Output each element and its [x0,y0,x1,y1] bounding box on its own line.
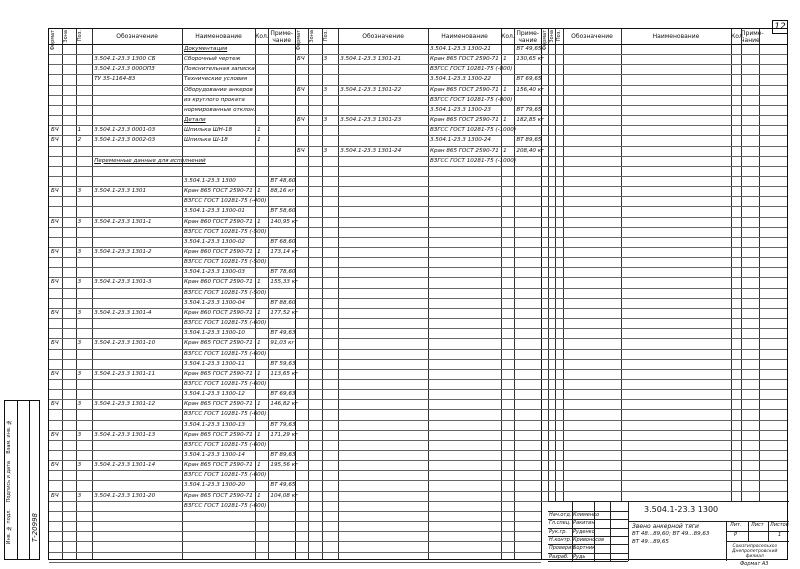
cell-n: Кран 865 ГОСТ 2590-71 [429,86,499,93]
stamp-stage-header: Лит. [730,522,742,528]
side-inv-label: Инв. № подл. [6,509,12,545]
cell-p: 3 [77,492,82,499]
cell-f: БЧ [51,249,59,255]
stamp-role-name: Руденко [573,528,595,535]
cell-p: 3 [77,279,82,286]
cell-r: 88,16 кг [270,188,295,195]
cell-p: 3 [77,370,82,377]
col-header-qty: Кол. [255,33,269,40]
cell-p: 3 [77,431,82,438]
cell-n: Кран 865 ГОСТ 2590-71 [183,401,253,408]
spec-table-mid [295,29,545,559]
cell-r: ВТ 89,63 [270,452,296,458]
cell-n: 3.504.1-23.3 1300-23 [429,106,491,113]
cell-n: Кран 865 ГОСТ 2590-71 [183,188,253,195]
cell-n: ВЗГСС ГОСТ 10281-75 (-800) [429,66,513,73]
cell-n: Кран 865 ГОСТ 2590-71 [183,340,253,347]
cell-n: 3.504.1-23.3 1300-03 [183,269,245,276]
cell-f: БЧ [51,137,59,144]
cell-r: 155,33 кг [270,279,299,286]
cell-d: 3.504.1-23.3 1301-20 [94,492,156,499]
stamp-org: Союзгипросельхоз Днепропетровский филиал [732,544,778,559]
cell-q: 1 [257,370,261,377]
cell-n: Кран 860 ГОСТ 2590-71 [183,279,253,286]
cell-n: ВЗГСС ГОСТ 10281-75 (-500) [183,259,267,266]
cell-f: БЧ [51,188,59,195]
cell-r: 140,95 кг [270,218,299,225]
cell-f: БЧ [51,218,59,225]
cell-d: 3.504.1-23.3 1301-10 [94,340,156,347]
cell-r: ВТ 89,65 [516,137,542,144]
cell-n: Шпилька ШН-18 [183,127,233,134]
col-header-qty: Кол. [731,33,745,40]
cell-d: 3.504.1-23.3 1301-22 [340,86,402,93]
cell-p: 3 [323,56,328,63]
col-header-name: Наименование [652,33,700,40]
col-header-designation: Обозначение [362,33,404,40]
stamp-role: Н.контр. [549,536,572,543]
cell-r: 195,56 кг [270,462,299,469]
cell-n: Кран 860 ГОСТ 2590-71 [183,218,253,225]
cell-n: ВЗГСС ГОСТ 10281-75 (-500) [183,228,267,235]
cell-q: 1 [257,249,261,255]
cell-d: 3.504.1-23.3 1301-13 [94,431,156,438]
cell-n: ВЗГСС ГОСТ 10281-75 (-600) [183,350,267,357]
cell-r: ВТ 69,63 [270,391,296,398]
cell-r: ВТ 68,60 [270,238,296,245]
cell-r: ВТ 88,60 [270,299,296,306]
stamp-role: Нач.отд. [549,512,572,518]
cell-n: Кран 860 ГОСТ 2590-71 [183,249,253,255]
cell-p: 2 [77,137,82,144]
cell-f: БЧ [51,127,59,134]
cell-q: 1 [503,56,507,63]
col-header-format: Формат [50,30,56,51]
cell-q: 1 [257,218,261,225]
cell-n: Кран 865 ГОСТ 2590-71 [429,56,499,63]
cell-n: ВЗГСС ГОСТ 10281-75 (-600) [183,380,267,387]
cell-n: ВЗГСС ГОСТ 10281-75 (-1000) [429,127,517,134]
cell-f: БЧ [51,309,59,316]
side-sign-label: Подпись и дата [6,461,12,503]
stamp-sheet-header: Лист [751,522,764,528]
cell-n: из круглого проката [183,96,245,103]
cell-d: ТУ 35-1164-83 [94,76,136,83]
cell-r: 171,29 кг [270,431,299,438]
cell-p: 3 [77,309,82,316]
col-header-zone: Зона [549,30,555,43]
col-header-format: Формат [296,30,302,51]
cell-n: 3.504.1-23.3 1300-01 [183,208,245,215]
cell-r: 173,14 кг [270,249,299,255]
col-header-note: Приме-чание [516,30,539,44]
stamp-role-name: Бортник [573,545,596,552]
stamp-role-name: Клименко [573,512,600,518]
cell-n: 3.504.1-23.3 1300-13 [183,421,245,428]
spec-table-left [49,29,299,559]
cell-p: 3 [323,147,328,154]
stamp-role-name: Рудь [573,553,586,560]
cell-r: ВТ 49,63 [270,330,296,337]
cell-n: нормированные отклон. [183,106,256,113]
cell-n: Детали [183,117,206,124]
cell-n: 3.504.1-23.3 1300-02 [183,238,245,245]
cell-f: БЧ [297,147,305,154]
side-number: Т-20998 [31,513,39,543]
col-header-name: Наименование [195,33,242,40]
cell-n: Шпилька Ш-18 [183,137,228,144]
cell-q: 1 [503,86,507,93]
cell-r: ВТ 49,65 [516,46,542,52]
cell-r: ВТ 48,60 [270,177,296,184]
cell-n: Документация [183,46,228,52]
cell-n: Кран 865 ГОСТ 2590-71 [183,370,253,377]
col-header-format: Формат [542,30,548,51]
col-header-designation: Обозначение [116,33,158,40]
cell-n: 3.504.1-23.3 1300-11 [183,360,245,367]
cell-n: ВЗГСС ГОСТ 10281-75 (-600) [183,320,267,327]
cell-r: ВТ 59,63 [270,360,296,367]
cell-d: 3.504.1-23.3 1301-12 [94,401,156,408]
col-header-name: Наименование [441,33,488,40]
stamp-title-3: ВТ 49...89,65 [632,539,669,545]
col-header-pos: Поз. [322,30,329,42]
col-header-note: Приме-чание [270,30,293,44]
cell-q: 1 [257,462,261,469]
cell-r: 113,65 кг [270,370,299,377]
cell-f: БЧ [51,462,59,469]
cell-n: 3.504.1-23.3 1300-20 [183,482,245,489]
cell-n: 3.504.1-23.3 1300-24 [429,137,491,144]
cell-p: 3 [77,188,82,195]
col-header-qty: Кол. [501,33,515,40]
cell-r: ВТ 69,65 [516,76,542,83]
specification-sheet [48,28,788,560]
cell-p: 3 [77,249,82,255]
stamp-role-name: Ракитин [573,520,595,527]
stamp-sheet: 1 [778,532,782,538]
cell-n: Технические условия [183,76,248,83]
cell-r: 130,65 кг [516,56,545,63]
cell-r: 182,85 кг [516,117,545,124]
col-header-zone: Зона [63,30,70,43]
cell-r: ВТ 78,60 [270,269,296,276]
cell-n: 3.504.1-23.3 1300-12 [183,391,245,398]
cell-r: 146,82 кг [270,401,299,408]
col-header-pos: Поз. [556,30,562,42]
cell-r: 104,08 кг [270,492,299,499]
stamp-stage: Р [734,532,738,538]
cell-n: 3.504.1-23.3 1300-22 [429,76,491,83]
stamp-title-2: ВТ 48...89,60; ВТ 49...89,63 [632,531,710,537]
cell-f: БЧ [51,370,59,377]
stamp-role-name: Кривоносов [573,536,605,543]
cell-n: ВЗГСС ГОСТ 10281-75 (-800) [429,96,513,103]
binding-strip [4,400,40,560]
cell-n: Кран 865 ГОСТ 2590-71 [183,492,253,499]
cell-f: БЧ [297,86,305,93]
cell-r: 91,03 кг [270,340,295,347]
cell-d: 3.504.1-23.3 1300 СБ [94,56,156,63]
cell-f: БЧ [51,401,59,408]
cell-n: ВЗГСС ГОСТ 10281-75 (-1000) [429,157,517,164]
cell-r: ВТ 79,63 [270,421,296,428]
cell-d: 3.504.1-23.3 1301-21 [340,56,402,63]
cell-n: 3.504.1-23.3 1300-10 [183,330,245,337]
cell-d: 3.504.1-23.3 1301-3 [94,279,152,286]
col-header-pos: Поз. [76,30,83,42]
side-vzam-label: Взам. инв. № [6,419,12,454]
cell-q: 1 [257,340,261,347]
cell-d: 3.504.1-23.3 1301-24 [340,147,402,154]
cell-n: 3.504.1-23.3 1300 [183,177,236,184]
cell-n: ВЗГСС ГОСТ 10281-75 (-600) [183,502,267,509]
cell-n: Сборочный чертеж [183,56,241,63]
stamp-sheets-header: Листов [770,522,789,528]
cell-n: 3.504.1-23.3 1300-04 [183,299,245,306]
cell-f: БЧ [51,492,59,499]
cell-p: 3 [323,86,328,93]
cell-d: 3.504.1-23.3 1301 [94,188,147,195]
cell-n: ВЗГСС ГОСТ 10281-75 (-500) [183,289,267,296]
cell-d: 3.504.1-23.3 1301-11 [94,370,156,377]
cell-n: 3.504.1-23.3 1300-21 [429,46,491,52]
stamp-role: Гл.спец. [549,520,571,527]
cell-n: Кран 860 ГОСТ 2590-71 [183,309,253,316]
cell-f: БЧ [297,56,305,63]
cell-r: 177,52 кг [270,309,299,316]
cell-q: 1 [257,492,261,499]
cell-d: 3.504.1-23.3 1301-14 [94,462,156,469]
cell-f: БЧ [297,117,305,124]
cell-n: Оборудование анкеров [183,86,253,93]
stamp-doc-code: 3.504.1-23.3 1300 [644,505,719,514]
cell-n: ВЗГСС ГОСТ 10281-75 (-400) [183,198,267,205]
cell-p: 1 [77,127,82,134]
format-label: Формат А3 [740,561,769,567]
cell-q: 1 [257,188,261,195]
stamp-role: Рук.гр. [549,528,567,535]
col-header-zone: Зона [309,30,316,43]
cell-n: Пояснительная записка [183,66,255,73]
cell-p: 3 [77,401,82,408]
title-block [548,501,789,561]
cell-d: 3.504.1-23.3 0002-03 [94,137,156,144]
cell-n: Кран 865 ГОСТ 2590-71 [429,117,499,124]
cell-f: БЧ [51,431,59,438]
cell-p: 3 [77,340,82,347]
cell-n: ВЗГСС ГОСТ 10281-75 (-600) [183,411,267,418]
cell-r: ВТ 79,65 [516,106,542,113]
col-header-note: Приме-чание [741,30,764,44]
cell-p: 3 [77,462,82,469]
cell-r: 156,40 кг [516,86,545,93]
cell-d: 3.504.1-23.3 1301-1 [94,218,152,225]
cell-n: Кран 865 ГОСТ 2590-71 [183,462,253,469]
cell-q: 1 [503,117,507,124]
cell-n: ВЗГСС ГОСТ 10281-75 (-600) [183,472,267,479]
cell-d: 3.504.1-23.3 1301-4 [94,309,152,316]
cell-q: 1 [257,401,261,408]
cell-q: 1 [503,147,507,154]
stamp-role: Проверил [549,545,575,552]
cell-d: 3.504.1-23.3 000ОПЗ [94,66,155,73]
cell-r: ВТ 58,60 [270,208,296,215]
cell-n: Кран 865 ГОСТ 2590-71 [183,431,253,438]
stamp-role: Разраб. [549,553,569,560]
cell-q: 1 [257,309,261,316]
sheet-number: 12 [772,20,788,34]
cell-q: 1 [257,279,261,286]
cell-d: 3.504.1-23.3 0001-03 [94,127,156,134]
cell-q: 1 [257,137,261,144]
cell-q: 1 [257,431,261,438]
col-header-designation: Обозначение [571,33,613,40]
cell-n: ВЗГСС ГОСТ 10281-75 (-600) [183,441,267,448]
cell-p: 3 [323,117,328,124]
stamp-title-1: Звено анкерной тяги [632,523,699,530]
cell-q: 1 [257,127,261,134]
spec-table-right [541,29,787,501]
cell-r: ВТ 49,65 [270,482,296,489]
cell-n: 3.504.1-23.3 1300-14 [183,452,245,458]
cell-d: 3.504.1-23.3 1301-23 [340,117,402,124]
cell-d: 3.504.1-23.3 1301-2 [94,249,152,255]
cell-n: Кран 865 ГОСТ 2590-71 [429,147,499,154]
cell-f: БЧ [51,340,59,347]
cell-r: 208,40 кг [516,147,545,154]
cell-f: БЧ [51,279,59,286]
cell-d: Переменные данные для исполнений [94,157,206,164]
cell-p: 3 [77,218,82,225]
